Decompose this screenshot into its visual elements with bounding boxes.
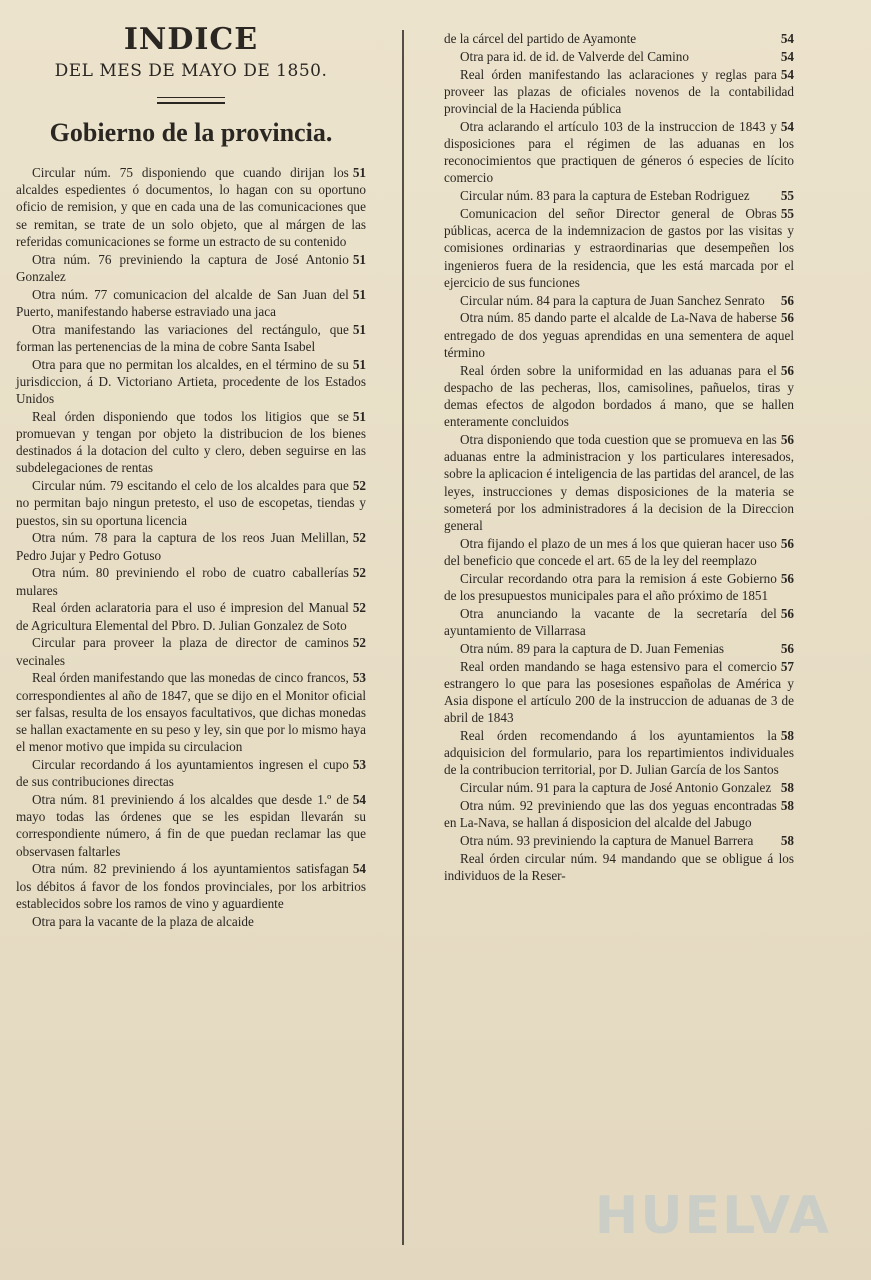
index-entry <box>444 205 794 291</box>
page-number: 51 <box>352 408 366 424</box>
page-number: 52 <box>352 530 366 546</box>
entry-text: Otra fijando el plazo de un mes á los que quieran hacer uso del beneficio que concede el art. 65 de la ley del reemplazo <box>444 535 777 569</box>
entry-text: Otra para id. de id. de Valverde del Camino <box>460 48 689 64</box>
entry-text: Real órden recomendando á los ayuntamientos la adquisicion del formulario, para los repartimientos individuales de la contribucion territorial, por D. Julian García de los Santos <box>444 728 794 778</box>
page-number: 55 <box>780 206 794 221</box>
entry-text: Otra núm. 92 previniendo que las dos yeguas encontradas en La-Nava, se hallan á disposicion del alcalde del Jabugo <box>444 798 777 831</box>
page-number: 56 <box>780 640 794 656</box>
entry-text: Circular recordando á los ayuntamientos ingresen el cupo de sus contribuciones directas <box>16 757 349 790</box>
right-column <box>444 30 794 885</box>
section-heading: Gobierno de la provincia. <box>49 118 333 147</box>
entry-text: Real orden mandando se haga estensivo para el comercio estrangero lo que para las posesiones españolas de América y Asia dispone el artículo 200 de la instruccion de aduanas de 3 de abril de 1843 <box>444 658 794 726</box>
page-subtitle: DEL MES DE MAYO DE 1850. <box>54 61 328 81</box>
entry-text: Otra anunciando la vacante de la secretaría del ayuntamiento de Villarrasa <box>444 605 777 639</box>
entry-text: Otra disponiendo que toda cuestion que se promueva en las aduanas entre la administracion y los particulares interesados, sobre la aplicacion é inteligencia de las partidas del arancel, de las leyes, instrucciones y demas disposiciones de la materia se someterá por los administradores á la decision de la Direccion general <box>444 432 794 534</box>
index-entry <box>444 850 794 884</box>
right-entry-list <box>444 30 794 884</box>
left-column <box>16 22 366 930</box>
index-entry <box>16 756 366 790</box>
entry-text: Circular para proveer la plaza de director de caminos vecinales <box>16 635 349 668</box>
index-entry <box>444 658 794 727</box>
page-number: 53 <box>352 670 366 686</box>
index-entry <box>444 48 794 65</box>
entry-text: Real órden circular núm. 94 mandando que se obligue á los individuos de la Reser- <box>444 850 794 884</box>
page-number: 56 <box>780 605 794 621</box>
index-entry <box>444 66 794 118</box>
index-entry <box>16 599 366 633</box>
entry-text: Circular núm. 79 escitando el celo de los alcaldes para que no permitan bajo ningun pretesto, el uso de escopetas, tiendas y puestos, sin su oportuna licencia <box>16 478 366 528</box>
entry-text: de la cárcel del partido de Ayamonte <box>444 31 637 46</box>
page-number: 54 <box>780 118 794 134</box>
index-entry <box>16 913 366 930</box>
index-entry <box>16 860 366 912</box>
index-entry <box>444 309 794 361</box>
page-number: 54 <box>780 31 794 46</box>
entry-text: Real órden sobre la uniformidad en las aduanas para el despacho de las pecheras, llos, camisolines, pañuelos, tiras y demas efectos de algodon bordados á mano, que se hallen enteramente concluidos <box>444 362 794 430</box>
index-entry <box>16 408 366 477</box>
page-number: 56 <box>780 310 794 326</box>
entry-text: Real órden disponiendo que todos los litigios que se promuevan y tengan por objeto la distribucion de los bienes destinados á la dotacion del culto y clero, deben seguirse en las subdelegaciones de rentas <box>16 408 366 476</box>
entry-text: Otra aclarando el artículo 103 de la instruccion de 1843 y disposiciones para el régimen de las aduanas en los reconocimientos que practiquen de géneros ó especies de lícito comercio <box>444 118 794 186</box>
index-entry <box>16 529 366 563</box>
page-number: 54 <box>780 48 794 64</box>
page-number: 52 <box>352 478 366 494</box>
index-entry <box>16 356 366 408</box>
entry-text: Otra núm. 93 previniendo la captura de Manuel Barrera <box>460 833 754 849</box>
entry-text: Circular núm. 75 disponiendo que cuando dirijan los alcaldes espedientes ó documentos, lo hagan con su oportuno oficio de remision, y que en cada una de las comunicaciones que se remitan, se trate de un solo objeto, que al márgen de las referidas comunicaciones se forme un estracto de su contenido <box>16 165 366 249</box>
page-number: 58 <box>780 728 794 744</box>
page-number: 55 <box>780 188 794 204</box>
entry-text: Otra núm. 77 comunicacion del alcalde de San Juan del Puerto, manifestando haberse estraviado una jaca <box>16 286 349 319</box>
index-entry <box>444 431 794 534</box>
page-number: 56 <box>780 362 794 378</box>
index-entry <box>444 570 794 604</box>
column-divider <box>402 30 404 1245</box>
entry-text: Circular núm. 83 para la captura de Esteban Rodriguez <box>460 188 750 204</box>
page-number: 51 <box>352 356 366 372</box>
index-entry <box>16 321 366 355</box>
index-entry <box>444 779 794 796</box>
library-watermark: HUELVA <box>594 1186 831 1246</box>
page-number: 56 <box>780 432 794 448</box>
page-number: 51 <box>352 321 366 337</box>
entry-text: Otra núm. 81 previniendo á los alcaldes que desde 1.º de mayo todas las órdenes que se les espidan llevarán su correspondiente número, á fin de que puedan reclamar las que observasen faltarles <box>16 792 366 859</box>
entry-text: Otra para que no permitan los alcaldes, en el término de su jurisdiccion, á D. Victoriano Artieta, procedente de los Estados Unidos <box>16 356 366 407</box>
index-entry <box>16 164 366 250</box>
entry-text: Otra para la vacante de la plaza de alcaide <box>32 913 254 929</box>
index-entry <box>444 832 794 849</box>
page-number: 51 <box>352 286 366 302</box>
index-entry <box>16 564 366 598</box>
entry-text: Otra núm. 78 para la captura de los reos Juan Melillan, Pedro Jujar y Pedro Gotuso <box>16 530 349 563</box>
page-number: 54 <box>780 66 794 82</box>
index-entry <box>16 251 366 285</box>
page-number: 54 <box>352 861 366 877</box>
index-entry <box>16 791 366 860</box>
page-number: 58 <box>780 780 794 796</box>
page-number: 57 <box>780 658 794 674</box>
page-number: 52 <box>352 600 366 616</box>
entry-text: Circular núm. 84 para la captura de Juan Sanchez Senrato <box>460 292 765 308</box>
title-rule <box>157 97 225 104</box>
index-entry <box>16 634 366 668</box>
page-number: 51 <box>352 251 366 267</box>
page-number: 51 <box>352 165 366 180</box>
entry-text: Otra núm. 89 para la captura de D. Juan Femenias <box>460 640 725 656</box>
page-number: 56 <box>780 292 794 308</box>
page-number: 52 <box>352 635 366 651</box>
page-number: 52 <box>352 565 366 581</box>
left-entry-list <box>16 164 366 930</box>
page-number: 56 <box>780 570 794 586</box>
entry-text: Otra núm. 85 dando parte el alcalde de La-Nava de haberse entregado de dos yeguas aprendidas en una sementera de aquel término <box>444 310 794 360</box>
entry-text: Real órden manifestando que las monedas de cinco francos, correspondientes al año de 1847, que se dijo en el Monitor oficial ser falsas, resulta de los ensayos facultativos, que dichas monedas se hallan exactamente en su peso y ley, sin que por lo mismo haya el menor motivo que impida su circulacion <box>16 670 366 755</box>
index-entry <box>444 187 794 204</box>
index-entry <box>444 605 794 639</box>
page-number: 56 <box>780 535 794 551</box>
index-entry <box>444 362 794 431</box>
page-title: INDICE <box>123 22 259 57</box>
page-number: 54 <box>352 792 366 808</box>
index-entry <box>444 535 794 569</box>
page-number: 58 <box>780 798 794 814</box>
index-entry <box>444 118 794 187</box>
entry-text: Comunicacion del señor Director general de Obras públicas, acerca de la indemnizacion de gastos por las visitas y comisiones ordinarias y estraordinarias que desempeñen los ingenieros fuera de la residencia, que les está marcada por el ejercicio de sus funciones <box>444 206 794 290</box>
index-entry <box>444 640 794 657</box>
index-entry <box>444 292 794 309</box>
entry-text: Circular recordando otra para la remision á este Gobierno de los presupuestos municipales para el año próximo de 1851 <box>444 570 777 604</box>
page-number: 53 <box>352 757 366 773</box>
index-entry <box>444 30 794 47</box>
entry-text: Real órden manifestando las aclaraciones y reglas para proveer las plazas de oficiales novenos de la contabilidad provincial de la Hacienda pública <box>444 66 794 116</box>
index-entry <box>16 669 366 755</box>
entry-text: Otra núm. 82 previniendo á los ayuntamientos satisfagan los débitos á favor de los fondos provinciales, por los arbitrios establecidos sobre los ramos de vino y aguardiente <box>16 861 366 911</box>
entry-text: Real órden aclaratoria para el uso é impresion del Manual de Agricultura Elemental del Pbro. D. Julian Gonzalez de Soto <box>16 600 349 633</box>
page-number: 58 <box>780 833 794 849</box>
index-entry <box>16 477 366 529</box>
entry-text: Otra manifestando las variaciones del rectángulo, que forman las pertenencias de la mina de cobre Santa Isabel <box>16 321 349 354</box>
entry-text: Otra núm. 80 previniendo el robo de cuatro caballerías mulares <box>16 565 349 598</box>
index-entry <box>444 797 794 831</box>
entry-text: Circular núm. 91 para la captura de José Antonio Gonzalez <box>460 780 772 796</box>
index-entry <box>444 727 794 779</box>
index-entry <box>16 286 366 320</box>
entry-text: Otra núm. 76 previniendo la captura de José Antonio Gonzalez <box>16 251 349 284</box>
